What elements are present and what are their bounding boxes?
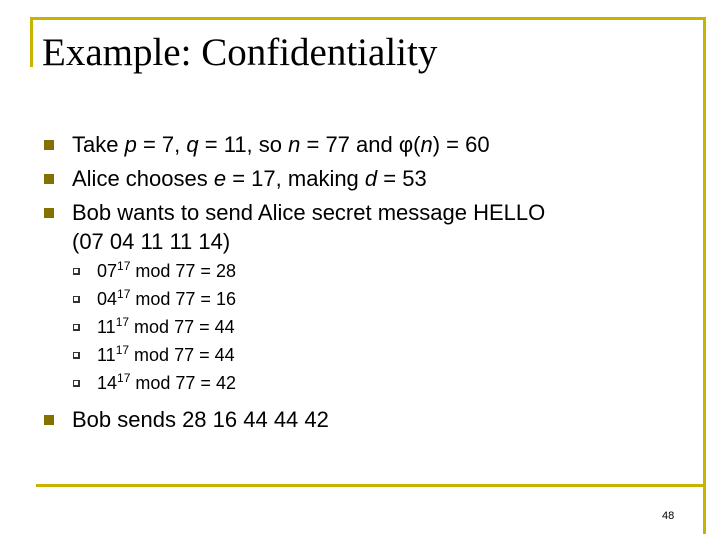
bullet-2-text [72,165,427,193]
frame-right-rule [703,17,706,534]
bullet-3-line-1: Bob wants to send Alice secret message HELLO [72,200,546,225]
frame-left-rule [30,17,33,67]
exponent: 17 [117,287,131,301]
text-run: = 11, so [198,132,289,157]
remainder: mod 77 = 28 [130,261,236,281]
hollow-square-bullet-icon [73,324,80,331]
square-bullet-icon [44,140,54,150]
var-n: n [288,132,301,157]
square-bullet-icon [44,208,54,218]
text-run: ( [413,132,421,157]
exponent: 17 [117,259,131,273]
remainder: mod 77 = 44 [129,317,235,337]
bullet-4-text: Bob sends 28 16 44 44 42 [72,407,329,432]
exponent: 17 [117,371,131,385]
sub-bullet-text [97,371,236,395]
sub-bullet-text [97,259,236,283]
page-number: 48 [662,510,675,522]
remainder: mod 77 = 42 [130,373,236,393]
base: 11 [97,345,116,365]
var-p: p [124,132,137,157]
text-run: ) = 60 [432,132,490,157]
remainder: mod 77 = 44 [129,345,235,365]
bullet-1-text [72,131,490,159]
hollow-square-bullet-icon [73,380,80,387]
var-n: n [420,132,433,157]
square-bullet-icon [44,415,54,425]
text-run: Alice chooses [72,166,214,191]
phi-symbol: φ [398,132,414,157]
text-run: = 77 and [300,132,399,157]
base: 14 [97,373,118,393]
frame-bottom-rule [36,484,706,487]
sub-bullet-text [97,315,235,339]
sub-bullet-text [97,287,236,311]
frame-top-rule [30,17,706,20]
text-run: = 53 [377,166,427,191]
var-q: q [186,132,199,157]
base: 11 [97,317,116,337]
base: 04 [97,289,118,309]
base: 07 [97,261,118,281]
slide-title: Example: Confidentiality [42,31,438,74]
sub-bullet-text [97,343,235,367]
square-bullet-icon [44,174,54,184]
var-e: e [213,166,227,191]
remainder: mod 77 = 16 [130,289,236,309]
hollow-square-bullet-icon [73,268,80,275]
var-d: d [364,166,378,191]
hollow-square-bullet-icon [73,352,80,359]
exponent: 17 [115,315,130,329]
hollow-square-bullet-icon [73,296,80,303]
text-run: = 17, making [226,166,365,191]
exponent: 17 [115,343,130,357]
text-run: = 7, [136,132,187,157]
text-run: Take [72,132,125,157]
bullet-3-line-2: (07 04 11 11 14) [72,229,231,254]
